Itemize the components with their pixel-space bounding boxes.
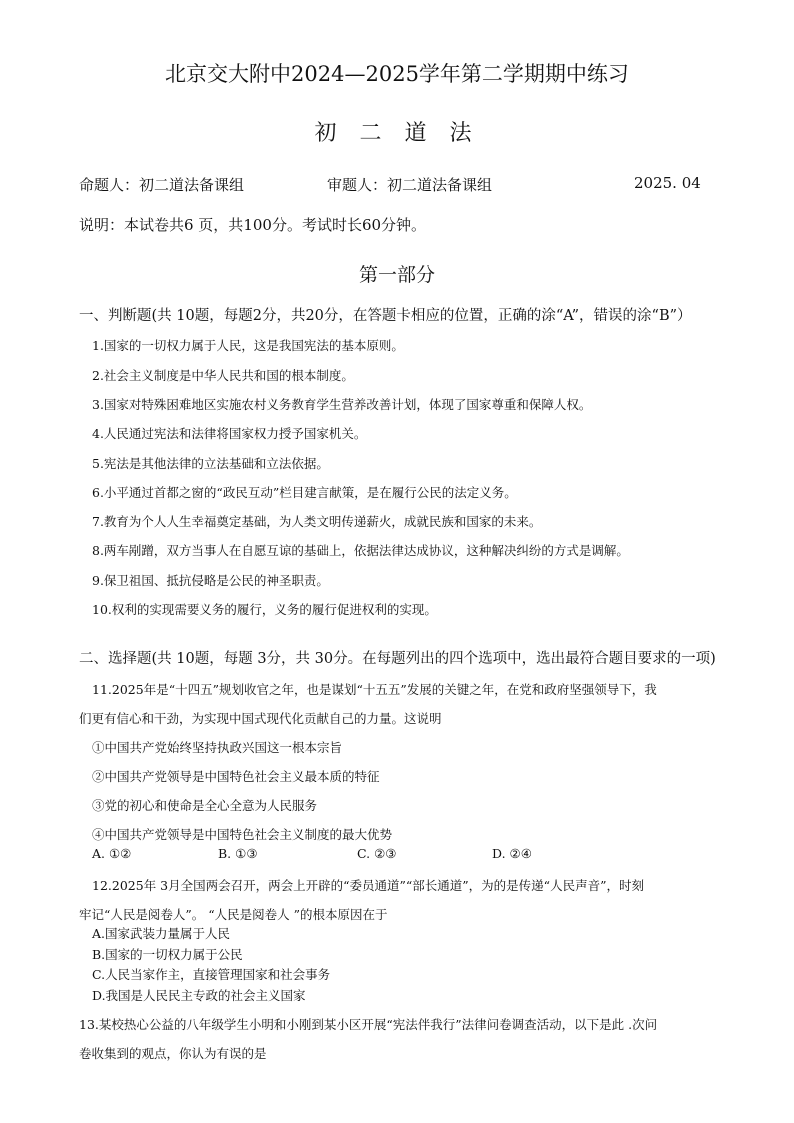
q12-choice-c: C.人民当家作主，直接管理国家和社会事务 [92, 967, 331, 982]
section2-heading: 二、选择题(共 10题，每题 3分，共 30分。在每题列出的四个选项中，选出最符合题目要求的一项) [79, 651, 716, 667]
exam-date: 2025. 04 [634, 174, 701, 192]
judge-item: 10.权利的实现需要义务的履行，义务的履行促进权利的实现。 [92, 602, 437, 617]
exam-title: 北京交大附中2024—2025学年第二学期期中练习 [165, 62, 629, 86]
q12-choice-b: B.国家的一切权力属于公民 [92, 947, 243, 962]
judge-item: 9.保卫祖国、抵抗侵略是公民的神圣职责。 [92, 573, 329, 588]
section1-heading: 一、判断题(共 10题，每题2分，共20分，在答题卡相应的位置，正确的涂“A”，错误的涂“B”） [79, 308, 692, 324]
reviewer-line: 审题人：初二道法备课组 [327, 176, 493, 194]
q11-choice-b: B. ①③ [218, 846, 258, 861]
q11-option: ②中国共产党领导是中国特色社会主义最本质的特征 [92, 769, 380, 784]
q12-choice-d: D.我国是人民民主专政的社会主义国家 [92, 988, 306, 1003]
q12-choice-a: A.国家武装力量属于人民 [92, 926, 231, 941]
q11-option: ③党的初心和使命是全心全意为人民服务 [92, 798, 318, 813]
judge-item: 7.教育为个人人生幸福奠定基础，为人类文明传递薪火，成就民族和国家的未来。 [92, 514, 542, 529]
judge-item: 1.国家的一切权力属于人民，这是我国宪法的基本原则。 [92, 338, 404, 353]
q11-choice-a: A. ①② [92, 846, 132, 861]
q11-choice-c: C. ②③ [357, 846, 397, 861]
subject-title: 初 二 道 法 [314, 121, 480, 146]
judge-item: 8.两车剐蹭，双方当事人在自愿互谅的基础上，依据法律达成协议，这种解决纠纷的方式是调解。 [92, 543, 629, 558]
q11-option: ①中国共产党始终坚持执政兴国这一根本宗旨 [92, 740, 343, 755]
judge-item: 3.国家对特殊困难地区实施农村义务教育学生营养改善计划，体现了国家尊重和保障人权。 [92, 397, 592, 412]
q13-line1: 13.某校热心公益的八年级学生小明和小刚到某小区开展“宪法伴我行”法律问卷调查活动，以下是此 .次问 [79, 1017, 658, 1032]
judge-item: 2.社会主义制度是中华人民共和国的根本制度。 [92, 368, 354, 383]
q11-option: ④中国共产党领导是中国特色社会主义制度的最大优势 [92, 827, 393, 842]
author-line: 命题人：初二道法备课组 [79, 176, 245, 194]
part-title: 第一部分 [358, 264, 435, 286]
q12-line1: 12.2025年 3月全国两会召开，两会上开辟的“委员通道”“部长通道”，为的是传递“人民声音”，时刻 [92, 878, 644, 893]
q11-line1: 11.2025年是“十四五”规划收官之年，也是谋划“十五五”发展的关键之年，在党和政府坚强领导下，我 [92, 682, 657, 697]
judge-item: 6.小平通过首都之窗的“政民互动”栏目建言献策，是在履行公民的法定义务。 [92, 485, 517, 500]
exam-note: 说明：本试卷共6 页，共100分。考试时长60分钟。 [79, 216, 427, 234]
q13-line2: 卷收集到的观点，你认为有误的是 [79, 1046, 267, 1061]
q11-choice-d: D. ②④ [492, 846, 532, 861]
judge-item: 4.人民通过宪法和法律将国家权力授予国家机关。 [92, 426, 367, 441]
q11-line2: 们更有信心和干劲，为实现中国式现代化贡献自己的力量。这说明 [79, 711, 442, 726]
q12-line2: 牢记“人民是阅卷人”。 “人民是阅卷人 ”的根本原因在于 [79, 907, 388, 922]
judge-item: 5.宪法是其他法律的立法基础和立法依据。 [92, 456, 329, 471]
